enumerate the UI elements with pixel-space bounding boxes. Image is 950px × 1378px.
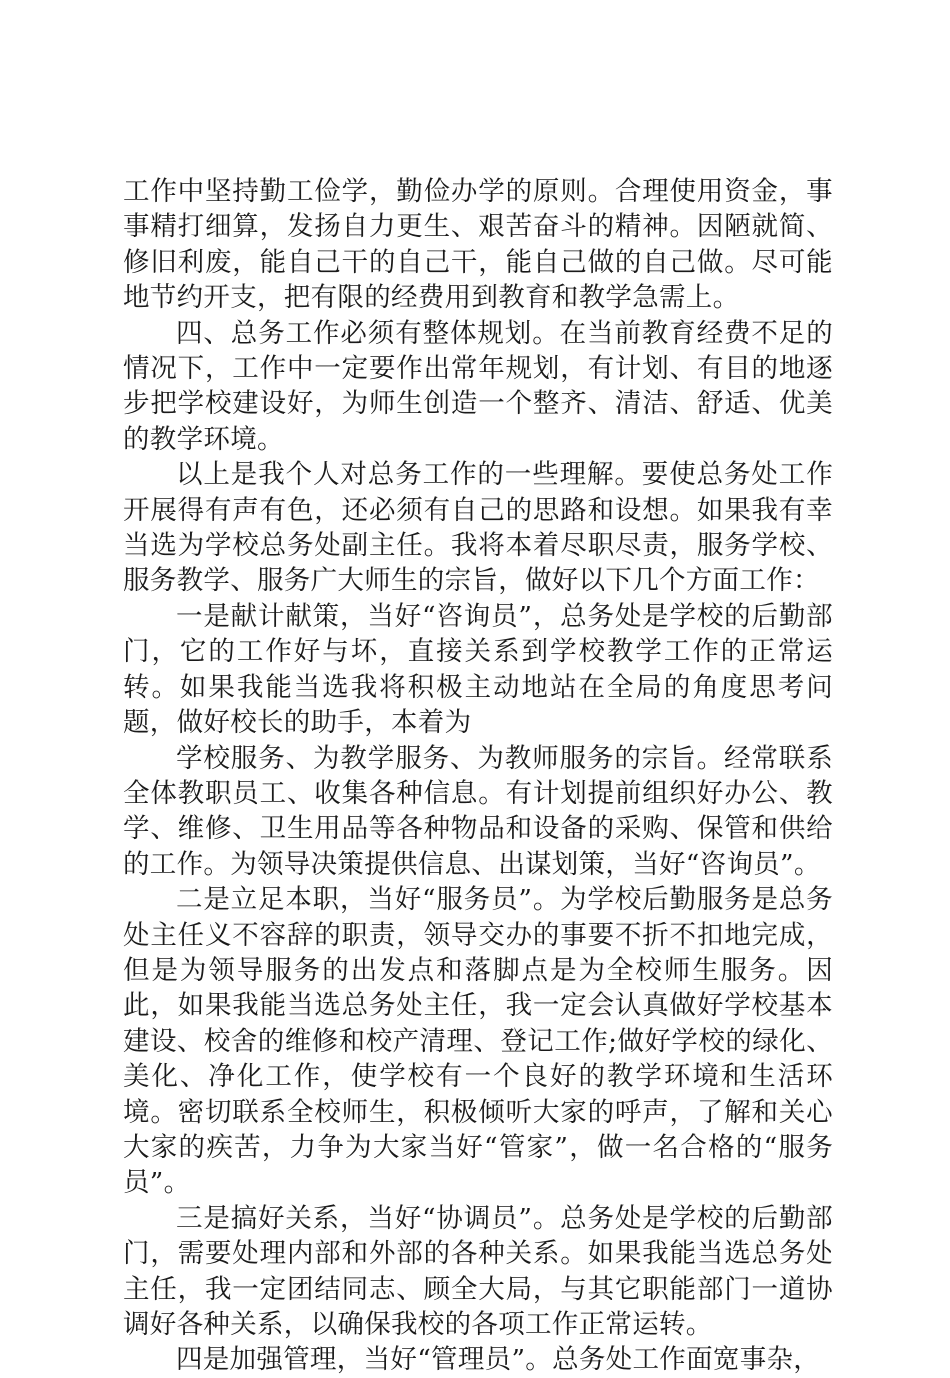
- document-body: [123, 174, 833, 1378]
- paragraph-1: 工作中坚持勤工俭学，勤俭办学的原则。合理使用资金，事事精打细算，发扬自力更生、艰苦奋斗的精神。因陋就简、修旧利废，能自己干的自己干，能自己做的自己做。尽可能地节约开支，把有限的经费用到教育和教学急需上。: [123, 176, 833, 314]
- paragraph-3: 以上是我个人对总务工作的一些理解。要使总务处工作开展得有声有色，还必须有自己的思路和设想。如果我有幸当选为学校总务处副主任。我将本着尽职尽责，服务学校、服务教学、服务广大师生的宗旨，做好以下几个方面工作：: [123, 459, 833, 597]
- paragraph-4: 一是献计献策，当好“咨询员”，总务处是学校的后勤部门，它的工作好与坏，直接关系到学校教学工作的正常运转。如果我能当选我将积极主动地站在全局的角度思考问题，做好校长的助手，本着为: [123, 600, 833, 739]
- paragraph-8: 四是加强管理，当好“管理员”。总务处工作面宽事杂，: [176, 1344, 821, 1376]
- paragraph-2: 四、总务工作必须有整体规划。在当前教育经费不足的情况下，工作中一定要作出常年规划，有计划、有目的地逐步把学校建设好，为师生创造一个整齐、清洁、舒适、优美的教学环境。: [123, 317, 833, 455]
- paragraph-5: 学校服务、为教学服务、为教师服务的宗旨。经常联系全体教职员工、收集各种信息。有计划提前组织好办公、教学、维修、卫生用品等各种物品和设备的采购、保管和供给的工作。为领导决策提供信息、出谋划策，当好“咨询员”。: [123, 742, 833, 880]
- paragraph-6: 二是立足本职，当好“服务员”。为学校后勤服务是总务处主任义不容辞的职责，领导交办的事要不折不扣地完成，但是为领导服务的出发点和落脚点是为全校师生服务。因此，如果我能当选总务处主任，我一定会认真做好学校基本建设、校舍的维修和校产清理、登记工作;做好学校的绿化、美化、净化工作，使学校有一个良好的教学环境和生活环境。密切联系全校师生，积极倾听大家的呼声，了解和关心大家的疾苦，力争为大家当好“管家”，做一名合格的“服务员”。: [123, 884, 833, 1199]
- paragraph-7: 三是搞好关系，当好“协调员”。总务处是学校的后勤部门，需要处理内部和外部的各种关系。如果我能当选总务处主任，我一定团结同志、顾全大局，与其它职能部门一道协调好各种关系，以确保我校的各项工作正常运转。: [123, 1202, 833, 1340]
